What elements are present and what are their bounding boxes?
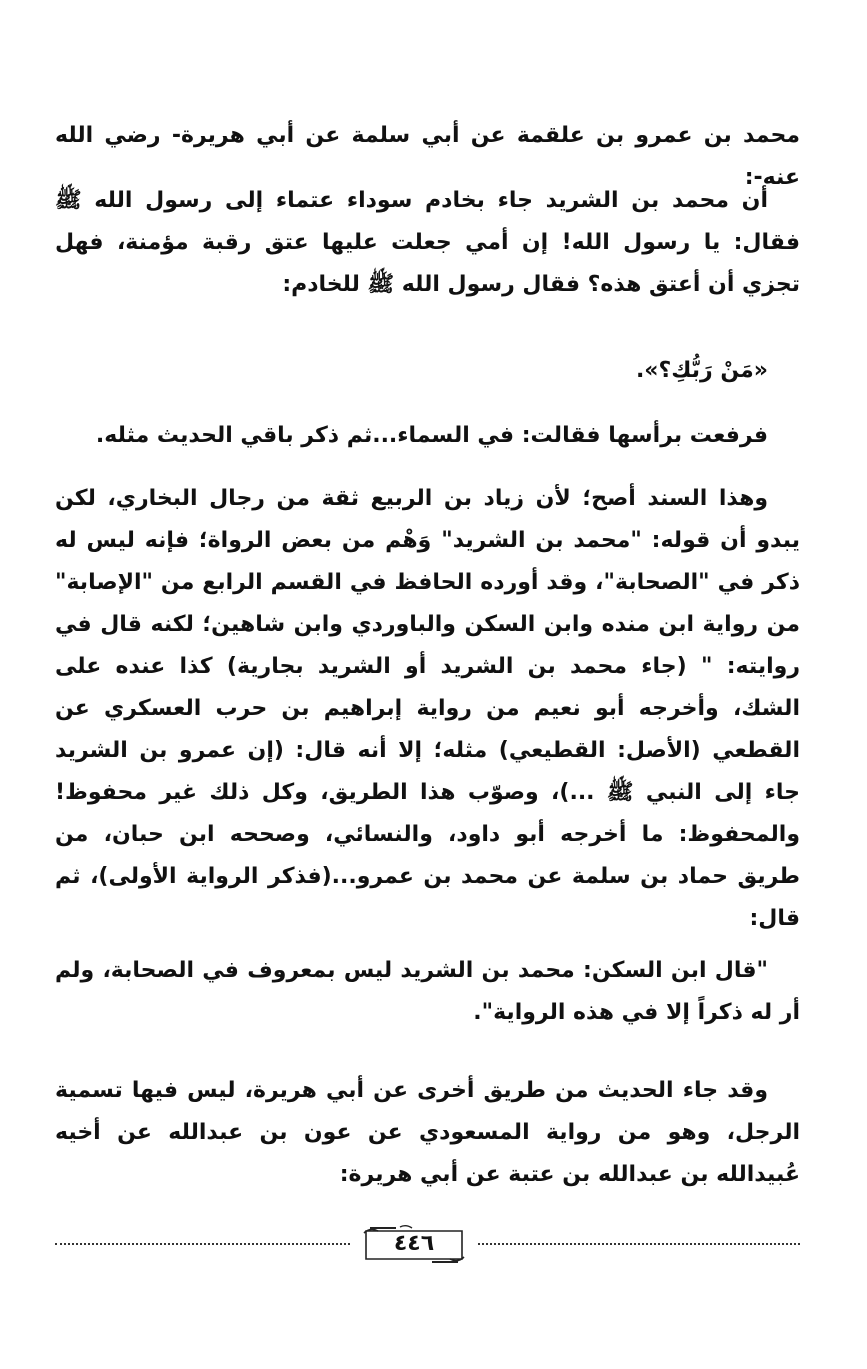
paragraph-text: "قال ابن السكن: محمد بن الشريد ليس بمعروف في الصحابة، ولم أر له ذكراً إلا في هذه الرواية". <box>55 958 800 1025</box>
footer-divider-right <box>478 1243 800 1245</box>
paragraph-servant-answer <box>55 415 800 457</box>
footer-divider-left <box>55 1243 350 1245</box>
page-number: ٤٤٦ <box>393 1231 435 1256</box>
paragraph-text: «مَنْ رَبُّكِ؟». <box>635 358 768 383</box>
paragraph-hadith-text <box>55 180 800 306</box>
paragraph-other-route <box>55 1070 800 1196</box>
page-footer <box>55 1225 800 1275</box>
paragraph-quote-ibn-al-sakan <box>55 950 800 1034</box>
paragraph-prophet-question <box>55 350 800 392</box>
paragraph-text: وهذا السند أصح؛ لأن زياد بن الربيع ثقة من رجال البخاري، لكن يبدو أن قوله: "محمد بن الشريد" وَهْم من بعض الرواة؛ فإنه ليس له ذكر في "الصحابة"، وقد أورده الحافظ في القسم الرابع من "الإصابة" من رواية ابن منده وابن السكن والباوردي وابن شاهين؛ لكنه قال في روايته: " (جاء محمد بن الشريد أو الشريد بجارية) كذا عنده على الشك، وأخرجه أبو نعيم من رواية إبراهيم بن حرب العسكري عن القطعي (الأصل: القطيعي) مثله؛ إلا أنه قال: (إن عمرو بن الشريد جاء إلى النبي ﷺ ...)، وصوّب هذا الطريق، وكل ذلك غير محفوظ! والمحفوظ: ما أخرجه أبو داود، والنسائي، وصححه ابن حبان، من طريق حماد بن سلمة عن محمد بن عمرو...(فذكر الرواية الأولى)، ثم قال: <box>55 486 800 931</box>
paragraph-text: أن محمد بن الشريد جاء بخادم سوداء عتماء إلى رسول الله ﷺ فقال: يا رسول الله! إن أمي جعلت عليها عتق رقبة مؤمنة، فهل تجزي أن أعتق هذه؟ فقال رسول الله ﷺ للخادم: <box>55 188 800 297</box>
paragraph-text: فرفعت برأسها فقالت: في السماء...ثم ذكر باقي الحديث مثله. <box>95 423 768 448</box>
paragraph-text: محمد بن عمرو بن علقمة عن أبي سلمة عن أبي هريرة- رضي الله عنه-: <box>55 123 800 190</box>
page-number-frame <box>360 1225 468 1265</box>
paragraph-text: وقد جاء الحديث من طريق أخرى عن أبي هريرة، ليس فيها تسمية الرجل، وهو من رواية المسعودي عن عون بن عبدالله عن أخيه عُبيدالله بن عبدالله بن عتبة عن أبي هريرة: <box>55 1078 800 1187</box>
paragraph-isnad-discussion <box>55 478 800 940</box>
